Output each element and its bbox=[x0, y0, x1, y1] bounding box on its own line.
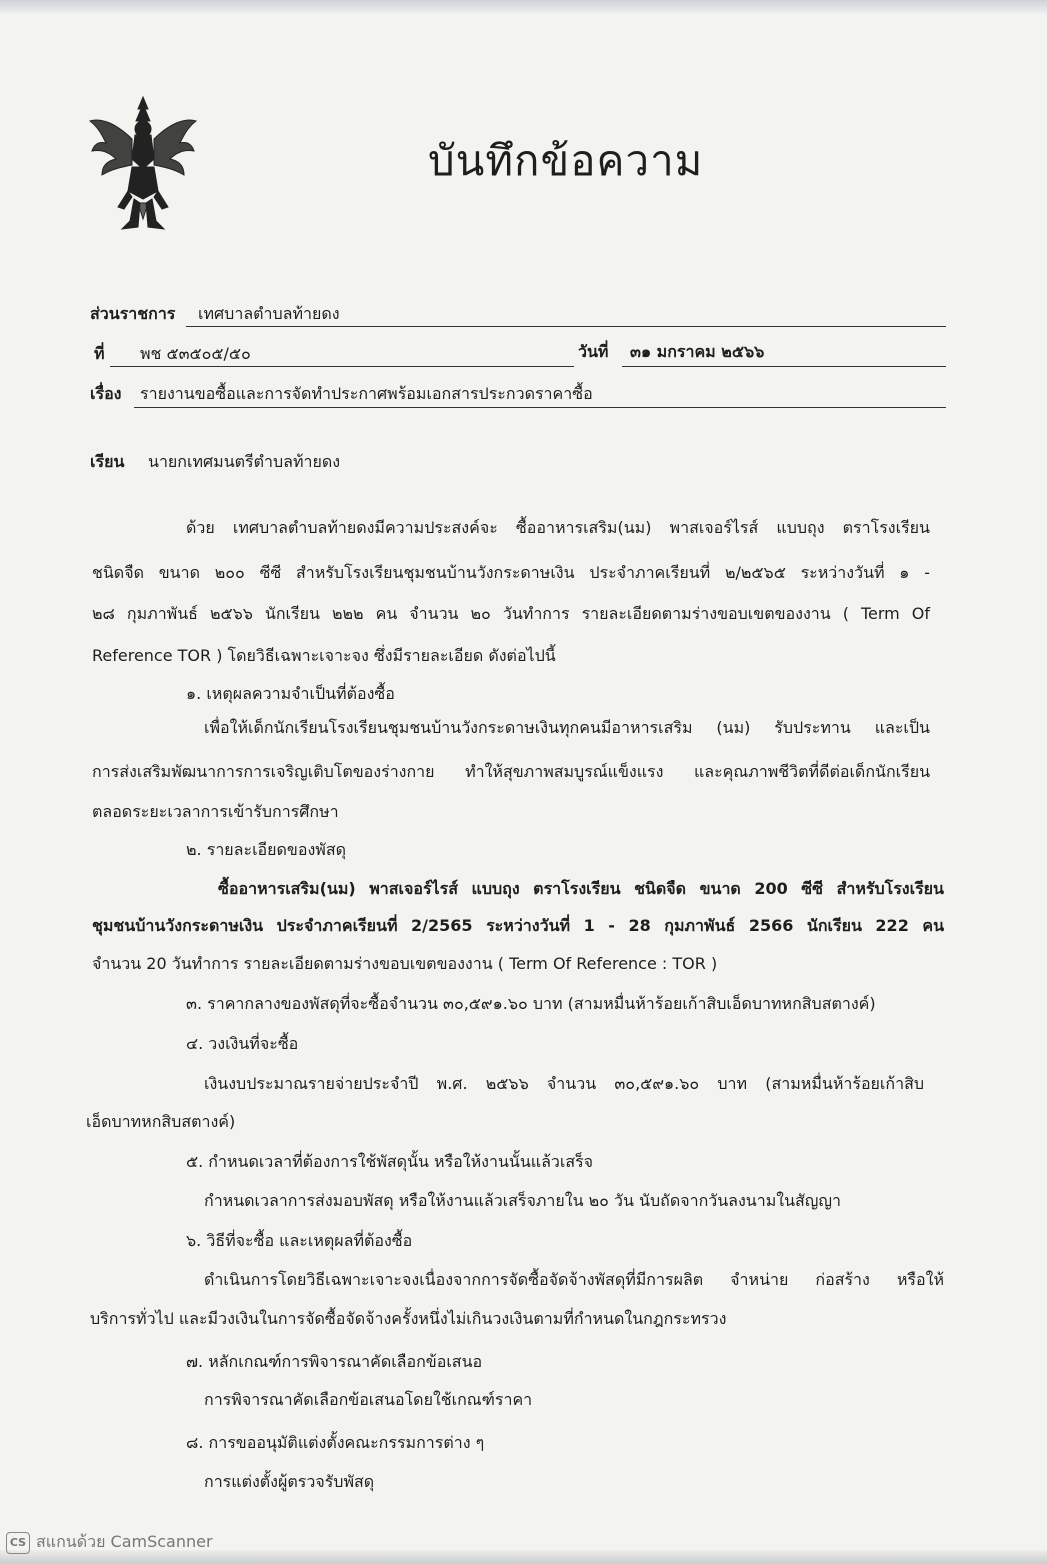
subject-underline bbox=[134, 407, 946, 408]
ref-label: ที่ bbox=[94, 344, 105, 363]
scan-edge-top bbox=[0, 0, 1047, 14]
camscanner-icon: CS bbox=[6, 1532, 30, 1554]
section-1-line-1: เพื่อให้เด็กนักเรียนโรงเรียนชุมชนบ้านวังกระดาษเงินทุกคนมีอาหารเสริม (นม) รับประทาน และเป็น bbox=[204, 718, 930, 737]
to-label: เรียน bbox=[90, 452, 125, 471]
date-label: วันที่ bbox=[578, 342, 609, 361]
intro-line-1: ด้วย เทศบาลตำบลท้ายดงมีความประสงค์จะ ซื้ออาหารเสริม(นม) พาสเจอร์ไรส์ แบบถุง ตราโรงเรียน bbox=[186, 518, 930, 537]
section-2-heading: ๒. รายละเอียดของพัสดุ bbox=[186, 840, 346, 859]
section-4-heading: ๔. วงเงินที่จะซื้อ bbox=[186, 1034, 299, 1053]
memo-title: บันทึกข้อความ bbox=[428, 136, 704, 185]
section-2-line-1: ซื้ออาหารเสริม(นม) พาสเจอร์ไรส์ แบบถุง ตราโรงเรียน ชนิดจืด ขนาด 200 ซีซี สำหรับโรงเรียน bbox=[218, 879, 944, 898]
section-1-line-3: ตลอดระยะเวลาการเข้ารับการศึกษา bbox=[92, 802, 339, 821]
intro-line-4: Reference TOR ) โดยวิธีเฉพาะเจาะจง ซึ่งมีรายละเอียด ดังต่อไปนี้ bbox=[92, 646, 556, 665]
section-6-line-2: บริการทั่วไป และมีวงเงินในการจัดซื้อจัดจ้างครั้งหนึ่งไม่เกินวงเงินตามที่กำหนดในกฎกระทรวง bbox=[90, 1309, 727, 1328]
section-4-line-1: เงินงบประมาณรายจ่ายประจำปี พ.ศ. ๒๕๖๖ จำนวน ๓๐,๕๙๑.๖๐ บาท (สามหมื่นห้าร้อยเก้าสิบ bbox=[204, 1074, 924, 1093]
scanner-watermark bbox=[6, 1530, 213, 1555]
intro-line-2: ชนิดจืด ขนาด ๒๐๐ ซีซี สำหรับโรงเรียนชุมชนบ้านวังกระดาษเงิน ประจำภาคเรียนที่ ๒/๒๕๖๕ ระหว่างวันที่ ๑ - bbox=[92, 563, 931, 582]
section-6-line-1: ดำเนินการโดยวิธีเฉพาะเจาะจงเนื่องจากการจัดซื้อจัดจ้างพัสดุที่มีการผลิต จำหน่าย ก่อสร้าง หรือให้ bbox=[204, 1270, 944, 1289]
section-2-line-3: จำนวน 20 วันทำการ รายละเอียดตามร่างขอบเขตของงาน ( Term Of Reference : TOR ) bbox=[92, 954, 718, 973]
section-8-heading: ๘. การขออนุมัติแต่งตั้งคณะกรรมการต่าง ๆ bbox=[186, 1433, 485, 1452]
garuda-emblem-icon bbox=[88, 95, 198, 233]
ref-number: พช ๕๓๕๐๕/๕๐ bbox=[140, 344, 251, 363]
section-5-line: กำหนดเวลาการส่งมอบพัสดุ หรือให้งานแล้วเสร็จภายใน ๒๐ วัน นับถัดจากวันลงนามในสัญญา bbox=[204, 1191, 842, 1210]
agency-underline bbox=[186, 326, 946, 327]
ref-underline bbox=[110, 366, 574, 367]
section-1-heading: ๑. เหตุผลความจำเป็นที่ต้องซื้อ bbox=[186, 684, 395, 703]
section-7-heading: ๗. หลักเกณฑ์การพิจารณาคัดเลือกข้อเสนอ bbox=[186, 1352, 483, 1371]
section-4-line-2: เอ็ดบาทหกสิบสตางค์) bbox=[86, 1112, 236, 1131]
scanner-watermark-text: สแกนด้วย CamScanner bbox=[36, 1532, 213, 1551]
section-1-line-2: การส่งเสริมพัฒนาการการเจริญเติบโตของร่างกาย ทำให้สุขภาพสมบูรณ์แข็งแรง และคุณภาพชีวิตที่ดีต่อเด็กนักเรียน bbox=[92, 762, 930, 781]
date-value: ๓๑ มกราคม ๒๕๖๖ bbox=[630, 342, 765, 361]
agency-label: ส่วนราชการ bbox=[90, 304, 176, 323]
section-7-line: การพิจารณาคัดเลือกข้อเสนอโดยใช้เกณฑ์ราคา bbox=[204, 1390, 533, 1409]
section-2-line-2: ชุมชนบ้านวังกระดาษเงิน ประจำภาคเรียนที่ 2/2565 ระหว่างวันที่ 1 - 28 กุมภาพันธ์ 2566 นักเรียน 222 คน bbox=[92, 916, 944, 935]
section-6-heading: ๖. วิธีที่จะซื้อ และเหตุผลที่ต้องซื้อ bbox=[186, 1231, 413, 1250]
subject-label: เรื่อง bbox=[90, 384, 122, 403]
subject-value: รายงานขอซื้อและการจัดทำประกาศพร้อมเอกสารประกวดราคาซื้อ bbox=[140, 384, 593, 403]
agency-value: เทศบาลตำบลท้ายดง bbox=[198, 304, 340, 323]
to-value: นายกเทศมนตรีตำบลท้ายดง bbox=[148, 452, 341, 471]
section-3-line: ๓. ราคากลางของพัสดุที่จะซื้อจำนวน ๓๐,๕๙๑.๖๐ บาท (สามหมื่นห้าร้อยเก้าสิบเอ็ดบาทหกสิบสตางค์) bbox=[186, 994, 876, 1013]
intro-line-3: ๒๘ กุมภาพันธ์ ๒๕๖๖ นักเรียน ๒๒๒ คน จำนวน ๒๐ วันทำการ รายละเอียดตามร่างขอบเขตของงาน ( Term Of bbox=[92, 604, 930, 623]
section-8-line: การแต่งตั้งผู้ตรวจรับพัสดุ bbox=[204, 1472, 375, 1491]
date-underline bbox=[622, 366, 946, 367]
section-5-heading: ๕. กำหนดเวลาที่ต้องการใช้พัสดุนั้น หรือให้งานนั้นแล้วเสร็จ bbox=[186, 1152, 594, 1171]
